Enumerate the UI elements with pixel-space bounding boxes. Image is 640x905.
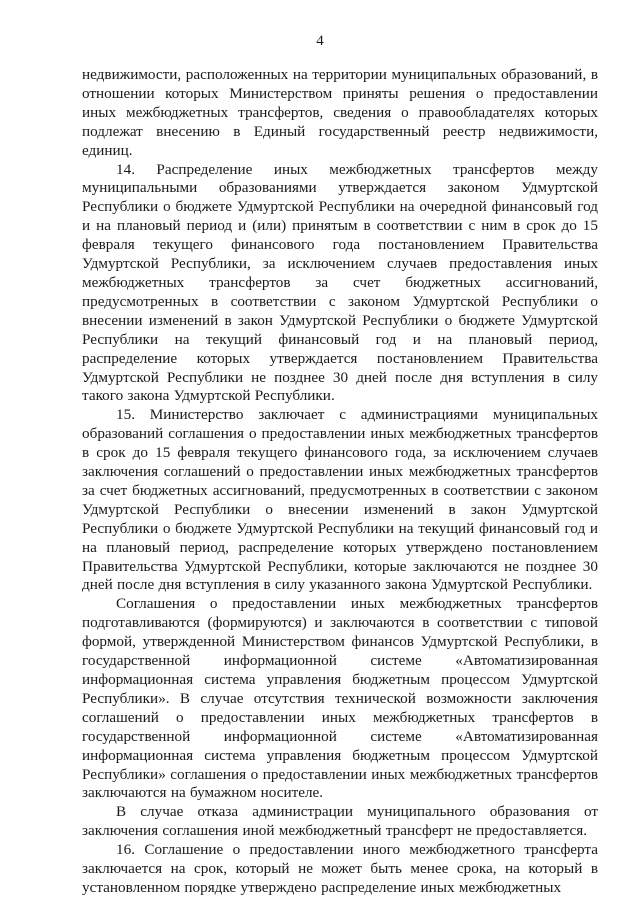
document-body bbox=[82, 66, 598, 898]
paragraph-refusal: В случае отказа администрации муниципального образования от заключения соглашения иной межбюджетный трансферт не предоставляется. bbox=[82, 803, 598, 840]
paragraph-14: 14. Распределение иных межбюджетных трансфертов между муниципальными образованиями утверждается законом Удмуртской Республики о бюджете Удмуртской Республики на очередной финансовый год и на плановый период и (или) принятым в соответствии с ним в срок до 15 февраля текущего финансового года постановлением Правительства Удмуртской Республики, за исключением случаев предоставления иных межбюджетных трансфертов за счет бюджетных ассигнований, предусмотренных в соответствии с законом Удмуртской Республики о внесении изменений в закон Удмуртской Республики о бюджете Удмуртской Республики на текущий финансовый год и на плановый период, распределение которых утверждается постановлением Правительства Удмуртской Республики не позднее 30 дней после дня вступления в силу такого закона Удмуртской Республики. bbox=[82, 160, 598, 405]
page-number: 4 bbox=[316, 33, 324, 49]
paragraph-continuation: недвижимости, расположенных на территории муниципальных образований, в отношении которых Министерством приняты решения о предоставлении иных межбюджетных трансфертов, сведения о правообладателях которых подлежат внесению в Единый государственный реестр недвижимости, единиц. bbox=[82, 66, 598, 159]
paragraph-15: 15. Министерство заключает с администрациями муниципальных образований соглашения о предоставлении иных межбюджетных трансфертов в срок до 15 февраля текущего финансового года, за исключением случаев заключения соглашений о предоставлении иных межбюджетных трансфертов за счет бюджетных ассигнований, предусмотренных в соответствии с законом Удмуртской Республики о внесении изменений в закон Удмуртской Республики о бюджете Удмуртской Республики на текущий финансовый год и на плановый период, распределение которых утверждено постановлением Правительства Удмуртской Республики, которые заключаются не позднее 30 дней после дня вступления в силу указанного закона Удмуртской Республики. bbox=[82, 406, 598, 594]
paragraph-16: 16. Соглашение о предоставлении иного межбюджетного трансферта заключается на срок, который не может быть менее срока, на который в установленном порядке утверждено распределение иных межбюджетных bbox=[82, 841, 598, 896]
paragraph-agreements-form: Соглашения о предоставлении иных межбюджетных трансфертов подготавливаются (формируются) и заключаются в соответствии с типовой формой, утвержденной Министерством финансов Удмуртской Республики, в государственной информационной системе «Автоматизированная информационная система управления бюджетным процессом Удмуртской Республики». В случае отсутствия технической возможности заключения соглашений о предоставлении иных межбюджетных трансфертов в государственной информационной системе «Автоматизированная информационная система управления бюджетным процессом Удмуртской Республики» соглашения о предоставлении иных межбюджетных трансфертов заключаются на бумажном носителе. bbox=[82, 595, 598, 802]
